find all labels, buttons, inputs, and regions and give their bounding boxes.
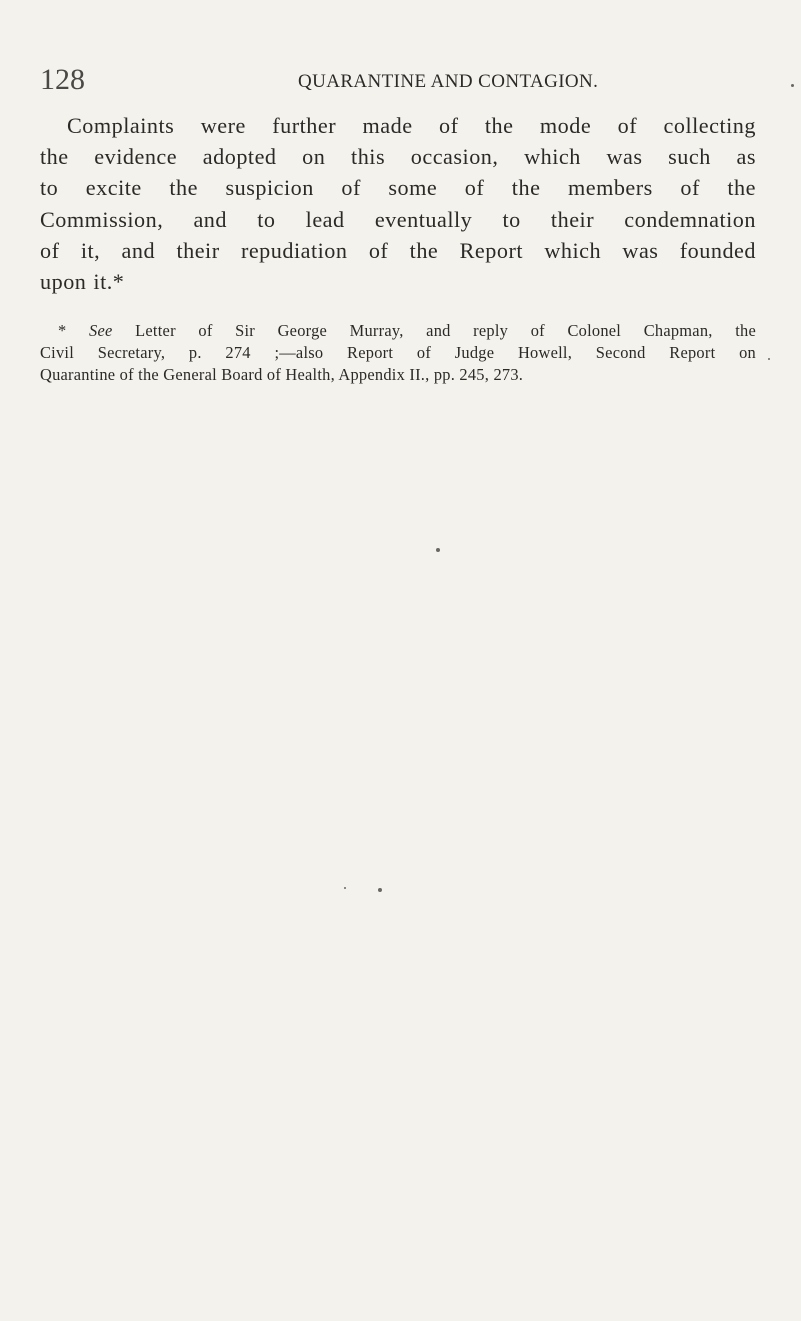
body-line: upon it.* [40,269,125,295]
body-line: Complaints were further made of the mode of collecting [67,113,756,138]
paper-speck [344,887,346,889]
page-number: 128 [40,63,85,96]
footnote-line: Quarantine of the General Board of Health, Appendix II., pp. 245, 273. [40,365,524,385]
body-line: Commission, and to lead eventually to their condemnation [40,206,756,232]
page-header [40,62,760,98]
body-line: of it, and their repudiation of the Report which was founded [40,237,756,263]
body-line: the evidence adopted on this occasion, which was such as [40,144,756,170]
footnote-see: See [89,321,113,340]
running-head: QUARANTINE AND CONTAGION. [298,71,599,92]
footnote-line: Civil Secretary, p. 274 ;—also Report of Judge Howell, Second Report on [40,343,756,363]
body-paragraph [40,110,756,297]
footnote-text: Letter of Sir George Murray, and reply of Colonel Chapman, the [112,321,756,340]
paper-speck [378,888,382,892]
body-line: to excite the suspicion of some of the members of the [40,175,756,201]
paper-speck [768,358,770,360]
footnote-marker: * [58,321,90,340]
footnote [40,320,756,387]
paper-speck [791,84,794,87]
footnote-line [40,320,756,342]
paper-speck [436,548,440,552]
